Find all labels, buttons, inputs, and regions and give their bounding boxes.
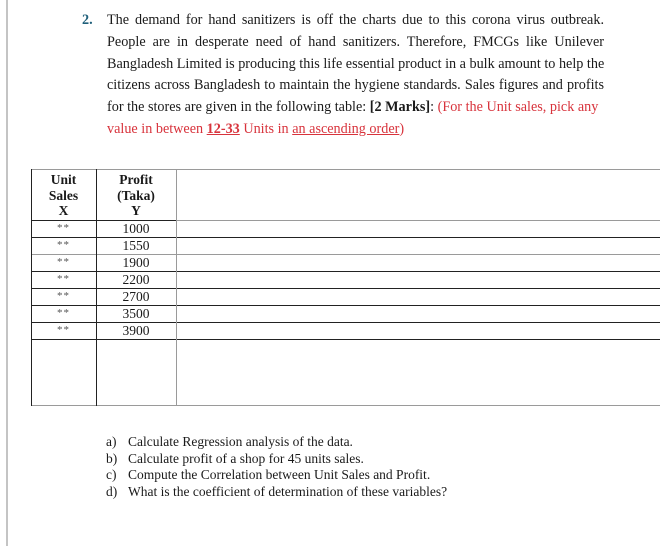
- question-line-6: [107, 119, 404, 141]
- cell-x: **: [57, 324, 70, 336]
- subquestion-text: Calculate Regression analysis of the data.: [128, 434, 353, 449]
- cell-x: **: [57, 239, 70, 251]
- table-border-bottom: [31, 405, 660, 406]
- subquestion-label: d): [106, 483, 118, 499]
- header-text: Unit: [50, 172, 77, 187]
- row-divider: [31, 339, 660, 340]
- column-divider: [176, 169, 177, 406]
- cell-y: 1550: [122, 238, 150, 253]
- table-border-top: [31, 169, 660, 170]
- instruction-text-1: (For the Unit sales, pick any: [437, 99, 599, 116]
- subquestion-label: a): [106, 434, 117, 449]
- cell-x: **: [57, 273, 70, 285]
- cell-x: **: [57, 222, 70, 234]
- header-divider-right: [176, 220, 660, 221]
- header-text: Sales: [48, 187, 79, 203]
- marks-colon: :: [430, 99, 438, 116]
- subquestion-text: Compute the Correlation between Unit Sales and Profit.: [128, 467, 431, 482]
- subquestion-text: What is the coefficient of determination of these variables?: [128, 483, 448, 499]
- instruction-text-3: Units in: [239, 121, 293, 137]
- cell-y: 3500: [122, 306, 150, 321]
- header-unit-sales: [31, 172, 96, 219]
- question-line-2: People are in desperate need of hand sanitizers. Therefore, FMCGs like Unilever: [107, 33, 604, 50]
- subquestion-text: Calculate profit of a shop for 45 units sales.: [128, 450, 364, 466]
- cell-x: **: [57, 307, 70, 319]
- header-text: Y: [131, 203, 141, 218]
- subquestion-label: b): [106, 450, 118, 466]
- header-text: (Taka): [117, 187, 155, 203]
- subquestion-label: c): [106, 467, 117, 482]
- marks-label: [2 Marks]: [369, 99, 431, 116]
- question-line-5: [107, 97, 598, 119]
- ascending-order-text: an ascending order: [292, 121, 400, 137]
- cell-y: 1000: [122, 221, 150, 236]
- question-line-4: citizens across Bangladesh to maintain the hygiene standards. Sales figures and profits: [107, 77, 604, 94]
- cell-x: **: [57, 290, 70, 302]
- cell-y: 3900: [122, 323, 150, 338]
- header-text: X: [58, 203, 69, 218]
- unit-range: 12-33: [206, 121, 240, 137]
- header-text: Profit: [119, 172, 153, 187]
- table-intro-text: for the stores are given in the following table:: [107, 99, 370, 116]
- header-profit: [96, 172, 176, 219]
- cell-y: 2700: [122, 289, 150, 304]
- question-line-3: Bangladesh Limited is producing this life essential product in a bulk amount to help the: [107, 55, 605, 72]
- cell-y: 1900: [122, 255, 150, 270]
- instruction-text-2: value in between: [107, 121, 207, 137]
- page-left-border: [6, 0, 8, 546]
- question-line-1: The demand for hand sanitizers is off the charts due to this corona virus outbreak.: [107, 12, 604, 28]
- cell-x: **: [57, 256, 70, 268]
- instruction-close: ): [399, 121, 405, 137]
- cell-y: 2200: [122, 272, 150, 287]
- question-number: 2.: [82, 12, 93, 28]
